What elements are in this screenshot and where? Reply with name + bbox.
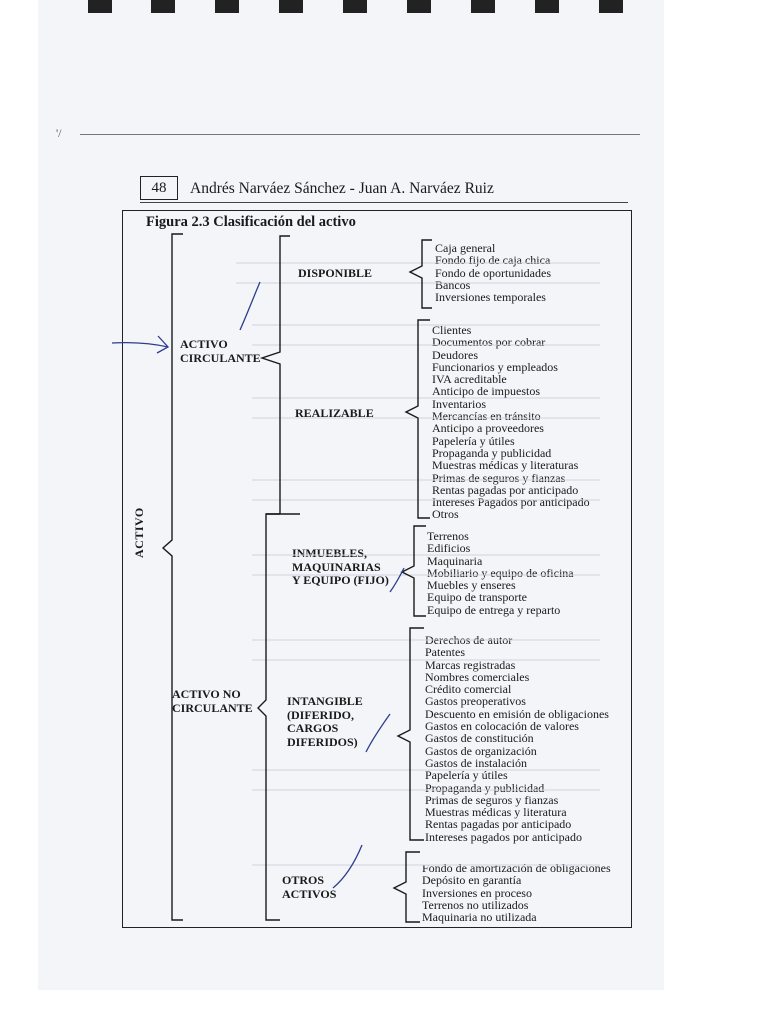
- binder-hole: [535, 0, 559, 13]
- list-item: Crédito comercial: [425, 682, 512, 697]
- list-item: Mobiliario y equipo de oficina: [427, 565, 574, 580]
- binder-hole: [279, 0, 303, 13]
- list-otros-activos: [422, 862, 611, 923]
- list-item: Anticipo de impuestos: [432, 384, 540, 399]
- list-item: Documentos por cobrar: [432, 335, 546, 350]
- list-item: Rentas pagadas por anticipado: [432, 482, 579, 497]
- list-item: Gastos de instalación: [425, 755, 527, 770]
- list-disponible: [435, 242, 551, 303]
- list-item: Inversiones temporales: [435, 290, 546, 305]
- list-realizable: [432, 324, 590, 521]
- list-item: Gastos de organización: [425, 743, 537, 758]
- list-item: Propaganda y publicidad: [425, 780, 545, 795]
- figure-title: Figura 2.3 Clasificación del activo: [146, 214, 356, 230]
- binder-hole: [471, 0, 495, 13]
- list-item: Derechos de autor: [425, 633, 513, 647]
- binder-hole: [407, 0, 431, 13]
- list-item: Intereses Pagados por anticipado: [432, 495, 590, 510]
- list-item: Muestras médicas y literatura: [425, 805, 567, 820]
- list-item: Marcas registradas: [425, 657, 516, 672]
- page-number: 48: [140, 176, 178, 200]
- list-item: Bancos: [435, 277, 471, 292]
- svg-text:'/: '/: [56, 126, 62, 140]
- list-item: Rentas pagadas por anticipado: [425, 817, 572, 832]
- list-item: Muestras médicas y literaturas: [432, 458, 579, 473]
- list-item: Fondo de oportunidades: [435, 265, 551, 280]
- list-item: Depósito en garantía: [422, 873, 522, 888]
- group-intangible: INTANGIBLE (DIFERIDO, CARGOS DIFERIDOS): [287, 694, 363, 749]
- binder-hole: [215, 0, 239, 13]
- list-item: Papelería y útiles: [432, 433, 515, 448]
- list-item: Mercancías en tránsito: [432, 409, 541, 424]
- list-item: Fondo fijo de caja chica: [435, 253, 551, 268]
- group-disponible: DISPONIBLE: [298, 266, 373, 280]
- list-item: Inversiones en proceso: [422, 885, 532, 900]
- root-label-activo: ACTIVO: [132, 507, 146, 558]
- list-item: Terrenos: [427, 529, 469, 543]
- list-item: Descuento en emisión de obligaciones: [425, 706, 609, 721]
- list-item: Inventarios: [432, 396, 486, 411]
- list-intangible: [425, 634, 609, 843]
- list-item: Anticipo a proveedores: [432, 421, 544, 436]
- list-inmuebles-fijo: [427, 530, 574, 616]
- list-item: Terrenos no utilizados: [422, 897, 529, 912]
- list-item: Equipo de entrega y reparto: [427, 602, 561, 617]
- list-item: Equipo de transporte: [427, 590, 527, 605]
- list-item: Otros: [432, 507, 459, 522]
- list-item: Muebles y enseres: [427, 578, 516, 593]
- binder-hole: [151, 0, 175, 13]
- list-item: Papelería y útiles: [425, 768, 508, 783]
- bleed-through-line: [80, 134, 640, 135]
- page-header-authors: Andrés Narváez Sánchez - Juan A. Narváez Ruiz: [190, 180, 494, 197]
- list-item: Primas de seguros y fianzas: [432, 470, 566, 485]
- list-item: Gastos de constitución: [425, 731, 534, 746]
- group-inmuebles-fijo: INMUEBLES, MAQUINARIAS Y EQUIPO (FIJO): [292, 546, 389, 587]
- list-item: Primas de seguros y fianzas: [425, 792, 559, 807]
- list-item: Gastos en colocación de valores: [425, 719, 579, 734]
- list-item: Deudores: [432, 347, 478, 362]
- list-item: Intereses pagados por anticipado: [425, 829, 582, 844]
- group-realizable: REALIZABLE: [295, 406, 374, 420]
- list-item: Propaganda y publicidad: [432, 445, 552, 460]
- list-item: Patentes: [425, 645, 465, 660]
- list-item: Funcionarios y empleados: [432, 359, 558, 374]
- list-item: IVA acreditable: [432, 372, 507, 387]
- category-activo-no-circulante: ACTIVO NO CIRCULANTE: [172, 687, 253, 715]
- binder-hole: [343, 0, 367, 13]
- category-activo-circulante: ACTIVO CIRCULANTE: [180, 337, 261, 365]
- list-item: Maquinaria no utilizada: [422, 910, 537, 925]
- binder-hole: [599, 0, 623, 13]
- list-item: Fondo de amortización de obligaciones: [422, 861, 611, 875]
- header-rule: [140, 202, 628, 203]
- list-item: Clientes: [432, 323, 472, 337]
- list-item: Edificios: [427, 541, 471, 556]
- list-item: Maquinaria: [427, 553, 483, 568]
- binder-hole: [88, 0, 112, 13]
- list-item: Gastos preoperativos: [425, 694, 526, 709]
- list-item: Nombres comerciales: [425, 669, 530, 684]
- group-otros-activos: OTROS ACTIVOS: [282, 873, 337, 901]
- list-item: Caja general: [435, 241, 496, 255]
